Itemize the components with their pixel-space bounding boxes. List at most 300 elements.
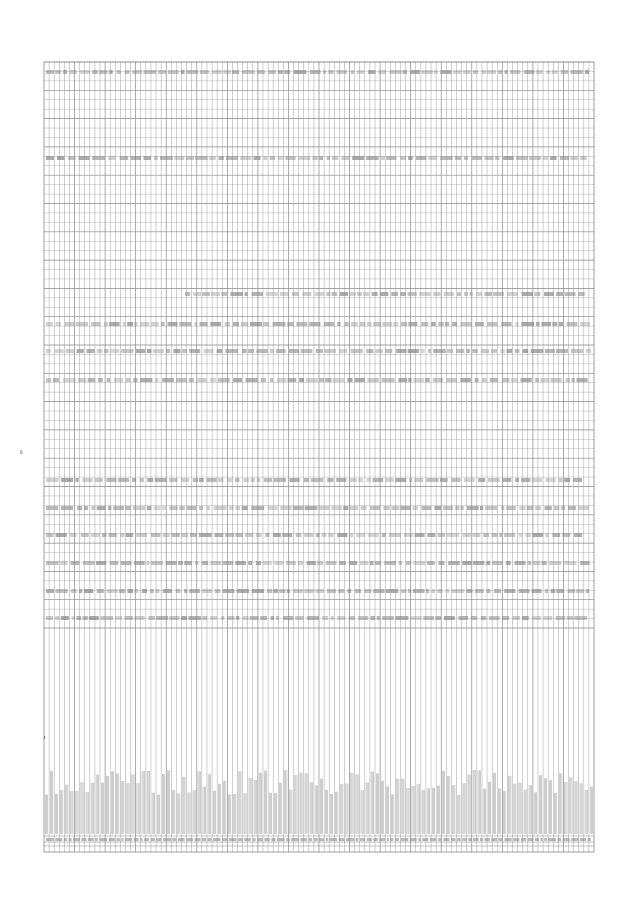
scribble-mark — [347, 378, 352, 382]
scribble-mark — [551, 378, 562, 382]
footer-scribble — [580, 838, 586, 841]
scribble-mark — [337, 616, 345, 620]
scribble-mark — [552, 322, 557, 326]
scribble-mark — [158, 70, 167, 74]
footer-scribble — [544, 838, 547, 841]
scribble-mark — [351, 322, 358, 326]
scribble-mark — [273, 589, 278, 593]
scribble-mark — [236, 533, 243, 537]
scribble-mark — [250, 322, 262, 326]
scribble-mark — [339, 561, 346, 565]
scribble-mark — [475, 589, 484, 593]
scribble-mark — [382, 533, 386, 537]
scribble-mark — [271, 616, 275, 620]
scribble-mark — [53, 378, 59, 382]
scribble-mark — [515, 349, 520, 353]
scribble-mark — [531, 349, 544, 353]
scribble-mark — [290, 478, 300, 482]
scribble-mark — [102, 533, 107, 537]
scribble-mark — [68, 156, 75, 160]
scribble-mark — [71, 589, 77, 593]
scribble-mark — [310, 70, 321, 74]
scribble-mark — [223, 70, 231, 74]
scribble-mark — [556, 616, 566, 620]
scribble-mark — [246, 378, 258, 382]
scribble-mark — [82, 478, 93, 482]
scribble-mark — [541, 322, 551, 326]
scribble-mark — [391, 292, 398, 296]
scribble-mark — [210, 616, 217, 620]
footer-scribble — [208, 838, 212, 841]
scribble-mark — [207, 478, 217, 482]
scribble-mark — [215, 589, 221, 593]
footer-scribble — [330, 838, 338, 841]
scribble-mark — [46, 349, 51, 353]
scribble-mark — [574, 533, 582, 537]
scribble-mark — [261, 378, 266, 382]
scribble-mark — [257, 70, 265, 74]
footer-scribble — [367, 838, 372, 841]
scribble-mark — [65, 349, 74, 353]
scribble-mark — [166, 349, 170, 353]
scribble-mark — [328, 533, 333, 537]
scribble-mark — [136, 533, 147, 537]
scribble-mark — [349, 616, 355, 620]
scribble-mark — [556, 349, 568, 353]
scribble-mark — [431, 322, 436, 326]
scribble-mark — [243, 616, 249, 620]
scribble-mark — [195, 561, 198, 565]
scribble-mark — [314, 292, 324, 296]
scribble-mark — [210, 378, 217, 382]
scribble-mark — [109, 533, 117, 537]
scribble-mark — [422, 70, 433, 74]
footer-scribble — [195, 838, 201, 841]
scribble-mark — [396, 349, 406, 353]
footer-scribble — [125, 838, 132, 841]
scribble-mark — [57, 156, 65, 160]
scribble-mark — [182, 349, 187, 353]
scribble-mark — [178, 561, 183, 565]
scribble-mark — [459, 616, 469, 620]
scribble-mark — [380, 292, 388, 296]
scribble-mark — [134, 322, 137, 326]
scribble-mark — [109, 322, 120, 326]
scribble-mark — [155, 478, 167, 482]
scribble-mark — [327, 589, 336, 593]
scribble-mark — [470, 292, 473, 296]
scribble-mark — [55, 616, 59, 620]
scribble-mark — [140, 478, 144, 482]
scribble-mark — [226, 156, 238, 160]
scribble-mark — [578, 292, 585, 296]
scribble-mark — [144, 70, 157, 74]
scribble-mark — [273, 322, 286, 326]
scribble-mark — [501, 506, 504, 510]
footer-scribble — [438, 838, 442, 841]
scribble-mark — [287, 322, 294, 326]
scribble-mark — [349, 506, 358, 510]
scribble-mark — [179, 506, 185, 510]
scribble-mark — [416, 156, 427, 160]
footer-scribble — [99, 838, 107, 841]
scribble-mark — [401, 506, 411, 510]
scribble-mark — [75, 478, 78, 482]
scribble-mark — [366, 349, 373, 353]
scribble-mark — [134, 561, 145, 565]
scribble-mark — [121, 349, 133, 353]
footer-scribble — [178, 838, 185, 841]
scribble-mark — [549, 561, 561, 565]
scribble-mark — [219, 156, 224, 160]
scribble-mark — [296, 322, 307, 326]
scribble-mark — [280, 506, 291, 510]
scribble-mark — [276, 616, 279, 620]
scribble-mark — [432, 589, 435, 593]
scribble-mark — [572, 378, 575, 382]
scribble-mark — [526, 533, 532, 537]
scribble-mark — [502, 378, 510, 382]
scribble-mark — [413, 378, 424, 382]
scribble-mark — [55, 322, 60, 326]
scribble-mark — [302, 292, 311, 296]
scribble-mark — [491, 349, 498, 353]
scribble-mark — [101, 616, 114, 620]
scribble-mark — [366, 156, 379, 160]
scribble-mark — [456, 349, 464, 353]
footer-scribble — [81, 838, 86, 841]
scribble-mark — [485, 292, 492, 296]
scribble-mark — [292, 292, 299, 296]
footer-scribble — [480, 838, 483, 841]
scribble-mark — [160, 156, 173, 160]
scribble-mark — [245, 292, 248, 296]
scribble-mark — [502, 478, 511, 482]
scribble-mark — [225, 533, 234, 537]
scribble-mark — [401, 589, 406, 593]
scribble-mark — [316, 349, 323, 353]
scribble-mark — [460, 378, 470, 382]
scribble-mark — [56, 589, 68, 593]
scribble-mark — [505, 70, 508, 74]
scribble-mark — [181, 616, 187, 620]
scribble-mark — [556, 292, 563, 296]
footer-scribble — [213, 838, 221, 841]
scribble-mark — [46, 589, 54, 593]
scribble-mark — [439, 561, 445, 565]
scribble-mark — [504, 589, 515, 593]
scribble-mark — [79, 156, 90, 160]
scribble-mark — [223, 561, 234, 565]
scribble-mark — [309, 322, 320, 326]
scribble-mark — [408, 156, 413, 160]
scribble-mark — [84, 506, 88, 510]
scribble-mark — [428, 349, 431, 353]
scribble-mark — [355, 589, 361, 593]
scribble-mark — [225, 349, 238, 353]
scribble-mark — [568, 506, 576, 510]
scribble-mark — [427, 561, 435, 565]
scribble-mark — [187, 506, 196, 510]
scribble-mark — [492, 561, 502, 565]
scribble-mark — [46, 156, 54, 160]
scribble-mark — [204, 349, 214, 353]
scribble-mark — [80, 70, 90, 74]
scribble-mark — [252, 292, 264, 296]
scribble-mark — [545, 533, 549, 537]
scribble-mark — [317, 561, 323, 565]
scribble-mark — [473, 533, 481, 537]
scribble-mark — [325, 378, 331, 382]
footer-scribble — [156, 838, 161, 841]
scribble-mark — [140, 322, 149, 326]
scribble-mark — [562, 533, 570, 537]
scribble-mark — [487, 70, 496, 74]
scribble-mark — [181, 533, 188, 537]
scribble-mark — [438, 533, 446, 537]
scribble-mark — [155, 378, 159, 382]
scribble-mark — [452, 589, 465, 593]
scribble-mark — [99, 70, 108, 74]
scribble-mark — [453, 70, 461, 74]
scribble-mark — [117, 70, 121, 74]
scribble-mark — [488, 478, 500, 482]
scribble-mark — [506, 561, 511, 565]
scribble-mark — [136, 349, 146, 353]
scribble-mark — [135, 616, 145, 620]
scribble-mark — [104, 322, 108, 326]
scribble-mark — [144, 156, 151, 160]
scribble-mark — [532, 478, 542, 482]
scribble-mark — [133, 506, 145, 510]
footer-scribble — [121, 838, 123, 841]
scribble-mark — [370, 506, 380, 510]
scribble-mark — [274, 561, 283, 565]
scribble-mark — [202, 561, 208, 565]
scribble-mark — [284, 70, 290, 74]
scribble-mark — [263, 156, 267, 160]
scribble-mark — [540, 378, 549, 382]
scribble-mark — [546, 70, 550, 74]
scribble-mark — [364, 589, 371, 593]
scribble-mark — [527, 506, 534, 510]
scribble-mark — [83, 616, 88, 620]
scribble-mark — [233, 378, 242, 382]
scribble-mark — [71, 561, 80, 565]
scribble-mark — [211, 292, 220, 296]
footer-scribble — [252, 838, 255, 841]
scribble-mark — [408, 322, 417, 326]
scribble-mark — [524, 70, 534, 74]
scribble-mark — [209, 156, 216, 160]
scribble-mark — [561, 70, 568, 74]
scribble-mark — [113, 506, 124, 510]
scribble-mark — [147, 561, 150, 565]
scribble-mark — [231, 292, 244, 296]
scribble-mark — [229, 506, 234, 510]
footer-scribble — [387, 838, 389, 841]
scribble-mark — [544, 292, 554, 296]
footer-scribble — [457, 838, 461, 841]
scribble-mark — [486, 589, 490, 593]
scribble-mark — [444, 292, 454, 296]
footer-scribble — [346, 838, 354, 841]
scribble-mark — [413, 589, 425, 593]
scribble-mark — [571, 70, 583, 74]
scribble-mark — [545, 589, 548, 593]
scribble-mark — [386, 478, 394, 482]
scribble-mark — [188, 616, 201, 620]
scribble-mark — [232, 70, 239, 74]
scribble-mark — [233, 322, 239, 326]
scribble-mark — [235, 478, 239, 482]
scribble-mark — [371, 616, 376, 620]
scribble-mark — [567, 616, 573, 620]
footer-scribble — [140, 838, 142, 841]
scribble-mark — [184, 589, 188, 593]
footer-scribble — [222, 838, 227, 841]
scribble-mark — [336, 478, 346, 482]
footer-scribble — [557, 838, 561, 841]
scribble-mark — [494, 589, 501, 593]
scribble-mark — [169, 616, 179, 620]
scribble-mark — [166, 561, 177, 565]
footer-scribble — [73, 838, 80, 841]
scribble-mark — [288, 378, 297, 382]
scribble-mark — [425, 378, 430, 382]
scribble-mark — [282, 533, 292, 537]
scribble-mark — [382, 378, 395, 382]
footer-scribble — [513, 838, 519, 841]
scribble-mark — [267, 589, 272, 593]
scribble-mark — [356, 533, 365, 537]
scribble-mark — [316, 533, 320, 537]
scribble-mark — [532, 533, 543, 537]
scribble-mark — [565, 292, 576, 296]
scribble-mark — [154, 156, 158, 160]
scribble-mark — [404, 533, 413, 537]
scribble-mark — [218, 478, 224, 482]
footer-scribble — [144, 838, 149, 841]
scribble-mark — [580, 322, 590, 326]
scribble-mark — [485, 506, 497, 510]
scribble-mark — [487, 322, 497, 326]
scribble-mark — [270, 349, 275, 353]
scribble-mark — [510, 70, 520, 74]
scribble-mark — [276, 349, 285, 353]
scribble-mark — [511, 378, 518, 382]
scribble-mark — [236, 616, 239, 620]
margin-mark: B — [20, 450, 23, 455]
scribble-mark — [316, 589, 325, 593]
scribble-mark — [466, 349, 470, 353]
scribble-mark — [194, 322, 197, 326]
scribble-mark — [382, 322, 392, 326]
scribble-mark — [551, 589, 556, 593]
scribble-mark — [298, 156, 310, 160]
scribble-mark — [115, 616, 122, 620]
scribble-mark — [295, 616, 303, 620]
scribble-mark — [185, 292, 190, 296]
footer-scribble — [117, 838, 120, 841]
scribble-mark — [507, 292, 518, 296]
scribble-mark — [455, 156, 461, 160]
scribble-mark — [88, 378, 96, 382]
footer-scribble — [109, 838, 115, 841]
scribble-mark — [91, 533, 100, 537]
footer-scribble — [588, 838, 591, 841]
scribble-mark — [414, 478, 423, 482]
scribble-mark — [190, 533, 197, 537]
scribble-mark — [519, 589, 530, 593]
scribble-mark — [574, 616, 587, 620]
scribble-mark — [535, 506, 541, 510]
scribble-mark — [504, 533, 515, 537]
scribble-mark — [367, 478, 371, 482]
scribble-mark — [97, 349, 103, 353]
footer-scribble — [277, 838, 285, 841]
footer-scribble — [244, 838, 251, 841]
scribble-mark — [169, 478, 177, 482]
scribble-mark — [322, 616, 328, 620]
scribble-mark — [277, 378, 287, 382]
scribble-mark — [541, 561, 546, 565]
footer-scribble — [390, 838, 393, 841]
scribble-mark — [61, 616, 69, 620]
scribble-mark — [104, 349, 109, 353]
scribble-mark — [516, 322, 519, 326]
scribble-mark — [351, 70, 354, 74]
footer-scribble — [491, 838, 497, 841]
scribble-mark — [107, 589, 118, 593]
scribble-mark — [97, 506, 106, 510]
scribble-mark — [399, 561, 402, 565]
scribble-mark — [534, 292, 540, 296]
scribble-mark — [375, 349, 383, 353]
scribble-mark — [460, 322, 472, 326]
scribble-mark — [132, 478, 136, 482]
scribble-mark — [327, 478, 333, 482]
scribble-mark — [92, 70, 97, 74]
scribble-mark — [360, 561, 369, 565]
scribble-mark — [89, 616, 99, 620]
scribble-mark — [372, 292, 378, 296]
scribble-mark — [391, 506, 399, 510]
scribble-mark — [307, 561, 316, 565]
scribble-mark — [428, 156, 437, 160]
scribble-mark — [464, 478, 475, 482]
scribble-mark — [211, 561, 222, 565]
scribble-mark — [170, 506, 178, 510]
scribble-mark — [460, 506, 463, 510]
scribble-mark — [446, 589, 450, 593]
scribble-mark — [437, 589, 442, 593]
scribble-mark — [162, 506, 165, 510]
scribble-mark — [91, 506, 95, 510]
scribble-mark — [421, 349, 425, 353]
scribble-mark — [529, 156, 541, 160]
scribble-mark — [120, 533, 124, 537]
scribble-mark — [323, 70, 326, 74]
scribble-mark — [311, 478, 324, 482]
scribble-mark — [161, 322, 164, 326]
scribble-mark — [147, 478, 153, 482]
scribble-mark — [395, 478, 406, 482]
scribble-mark — [256, 349, 268, 353]
scribble-mark — [448, 561, 460, 565]
scribble-mark — [181, 70, 185, 74]
scribble-mark — [507, 349, 513, 353]
